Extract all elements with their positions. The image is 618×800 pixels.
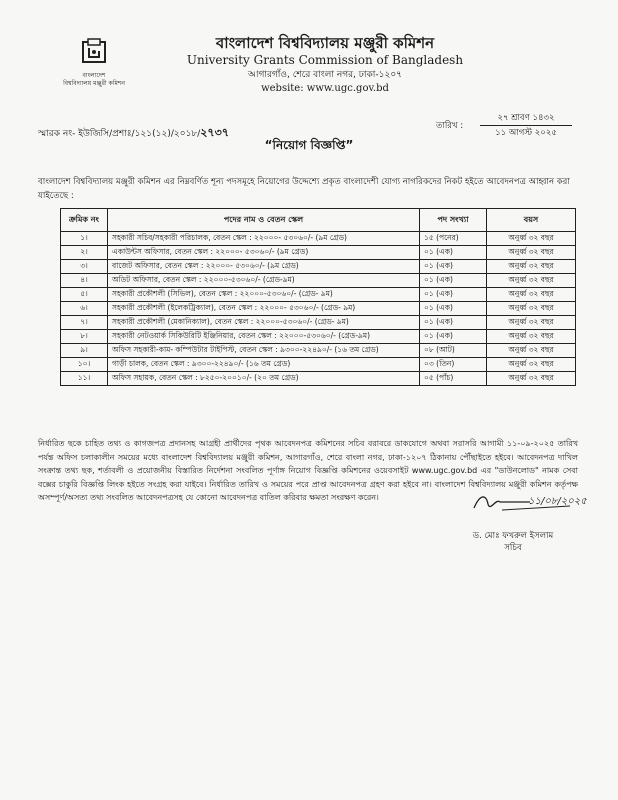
- row-count: ০৫ (পাঁচ): [420, 372, 487, 386]
- table-row: [61, 260, 576, 274]
- signature-date: ১১/০৮/২০২৫: [528, 496, 587, 507]
- table-row: [61, 316, 576, 330]
- date-divider: [480, 125, 572, 126]
- row-age: অনুর্ধ্ব ৩২ বছর: [487, 260, 576, 274]
- row-age: অনুর্ধ্ব ৩২ বছর: [487, 302, 576, 316]
- header-serial: ক্রমিক নং: [61, 209, 108, 232]
- row-count: ০১ (এক): [420, 274, 487, 288]
- ugc-logo-block: [44, 38, 144, 88]
- header-count: পদ সংখ্যা: [420, 209, 487, 232]
- date-label: তারিখ :: [436, 120, 464, 131]
- row-serial: ১১।: [61, 372, 108, 386]
- row-post: অডিট অফিসার, বেতন স্কেল : ২২০০০-৫৩০৬০/- (গ্রেড-৯ম): [108, 274, 420, 288]
- row-count: ০১ (এক): [420, 316, 487, 330]
- signatory-block: [448, 530, 578, 554]
- table-header-row: [61, 209, 576, 232]
- logo-label-line2: বিশ্ববিদ্যালয় মঞ্জুরী কমিশন: [63, 80, 125, 87]
- row-count: ১৫ (পনের): [420, 232, 487, 246]
- row-post: অফিস সহকারী-কাম- কম্পিউটার টাইপিস্ট, বেতন স্কেল : ৯৩০০-২২৪৯০/- (১৬ তম গ্রেড): [108, 344, 420, 358]
- table-row: [61, 358, 576, 372]
- header-post: পদের নাম ও বেতন স্কেল: [108, 209, 420, 232]
- row-age: অনুর্ধ্ব ৩২ বছর: [487, 288, 576, 302]
- row-age: অনুর্ধ্ব ৩২ বছর: [487, 274, 576, 288]
- row-serial: ৩।: [61, 260, 108, 274]
- row-age: অনুর্ধ্ব ৩২ বছর: [487, 246, 576, 260]
- table-row: [61, 288, 576, 302]
- table-row: [61, 344, 576, 358]
- org-name-english: University Grants Commission of Bangladesh: [186, 53, 464, 67]
- row-age: অনুর্ধ্ব ৩২ বছর: [487, 358, 576, 372]
- header-age: বয়স: [487, 209, 576, 232]
- row-post: অফিস সহায়ক, বেতন স্কেল : ৮২৫০-২০০১০/- (২০ তম গ্রেড): [108, 372, 420, 386]
- row-age: অনুর্ধ্ব ৩২ বছর: [487, 232, 576, 246]
- row-count: ০৮ (আট): [420, 344, 487, 358]
- table-row: [61, 330, 576, 344]
- org-address: আগারগাঁও, শেরে বাংলা নগর, ঢাকা-১২০৭: [247, 70, 403, 80]
- row-count: ০১ (এক): [420, 260, 487, 274]
- table-row: [61, 274, 576, 288]
- row-serial: ৮।: [61, 330, 108, 344]
- instructions-paragraph: নির্ধারিত ছকে চাহিত তথ্য ও কাগজপত্র প্রদানসহ আগ্রহী প্রার্থীদের পৃথক আবেদনপত্র কমিশনের সচিব বরাবরে ডাকযোগে অথবা সরাসরি আগামী ১১-০৯-২০২৫ তারিখ পর্যন্ত অফিস চলাকালীন সময়ের মধ্যে বাংলাদেশ বিশ্ববিদ্যালয় মঞ্জুরী কমিশন, আগারগাঁও, শেরে বাংলা নগর, ঢাকা-১২০৭ ঠিকানায় পৌঁছাইতে হইবে। আবেদনপত্র দাখিল সংক্রান্ত তথ্য ছক, শর্তাবলী ও প্রয়োজনীয় বিস্তারিত নির্দেশনা সংবলিত পূর্ণাঙ্গ নিয়োগ বিজ্ঞপ্তি কমিশনের ওয়েবসাইট www.ugc.gov.bd এর "ডাউনলোড" নামক সেবা বক্সের চাকুরি বিজ্ঞপ্তি লিংক হইতে সংগ্রহ করা যাইবে। নির্ধারিত তারিখ ও সময়ের পরে প্রাপ্ত আবেদনপত্র গ্রহণ করা হইবে না। বাংলাদেশ বিশ্ববিদ্যালয় মঞ্জুরী কমিশন কর্তৃপক্ষ অসম্পূর্ণ/অসত্য তথ্য সংবলিত আবেদনপত্রসহ যে কোনো আবেদনপত্র বাতিল করিবার ক্ষমতা সংরক্ষণ করেন।: [38, 439, 578, 502]
- row-post: সহকারী প্রকৌশলী (ইলেকট্রিক্যাল), বেতন স্কেল : ২২০০০- ৫৩০৬০/- (গ্রেড- ৯ম): [108, 302, 420, 316]
- date-bangla: ২৭ শ্রাবণ ১৪৩২: [497, 113, 555, 123]
- org-website: website: www.ugc.gov.bd: [261, 83, 389, 94]
- letterhead: [180, 33, 470, 95]
- row-post: সহকারী প্রকৌশলী (মেকানিক্যাল), বেতন স্কেল : ২২০০০-৫৩০৬০/- (গ্রেড- ৯ম): [108, 316, 420, 330]
- row-age: অনুর্ধ্ব ৩২ বছর: [487, 330, 576, 344]
- row-count: ০১ (এক): [420, 330, 487, 344]
- row-count: ০৩ (তিন): [420, 358, 487, 372]
- org-name-bangla: বাংলাদেশ বিশ্ববিদ্যালয় মঞ্জুরী কমিশন: [215, 34, 435, 52]
- row-post: বাজেট অফিসার, বেতন স্কেল : ২২০০০- ৫৩০৬০/- (৯ম গ্রেড): [108, 260, 420, 274]
- row-serial: ৪।: [61, 274, 108, 288]
- table-row: [61, 302, 576, 316]
- row-count: ০১ (এক): [420, 302, 487, 316]
- row-serial: ১।: [61, 232, 108, 246]
- row-age: অনুর্ধ্ব ৩২ বছর: [487, 316, 576, 330]
- row-serial: ২।: [61, 246, 108, 260]
- row-serial: ১০।: [61, 358, 108, 372]
- table-row: [61, 246, 576, 260]
- memo-date: [436, 112, 572, 139]
- row-serial: ৯।: [61, 344, 108, 358]
- signatory-name: ড. মোঃ ফখরুল ইসলাম: [472, 531, 554, 541]
- table-row: [61, 232, 576, 246]
- logo-label-line1: বাংলাদেশ: [82, 72, 106, 79]
- vacancy-table: [60, 208, 576, 386]
- notice-title: “নিয়োগ বিজ্ঞপ্তি”: [264, 138, 354, 152]
- row-age: অনুর্ধ্ব ৩২ বছর: [487, 372, 576, 386]
- table-row: [61, 372, 576, 386]
- ugc-logo-icon: [81, 38, 107, 64]
- memo-ref-prefix: স্মারক নং- ইউজিসি/প্রশাঃ/১২১(১২)/২০১৮/: [38, 129, 201, 139]
- signature-mark: [470, 488, 590, 518]
- row-count: ০১ (এক): [420, 288, 487, 302]
- row-post: একাউন্টস অফিসার, বেতন স্কেল : ২২০০০- ৫৩০৬০/- (৯ম গ্রেড): [108, 246, 420, 260]
- intro-paragraph: বাংলাদেশ বিশ্ববিদ্যালয় মঞ্জুরী কমিশন এর নিম্নবর্ণিত শূন্য পদসমূহে নিয়োগের উদ্দেশ্যে প্রকৃত বাংলাদেশী যোগ্য নাগরিকদের নিকট হইতে আবেদনপত্র আহ্বান করা যাইতেছে :: [38, 177, 570, 201]
- row-age: অনুর্ধ্ব ৩২ বছর: [487, 344, 576, 358]
- signatory-designation: সচিব: [504, 543, 522, 553]
- row-post: সহকারী প্রকৌশলী (সিভিল), বেতন স্কেল : ২২০০০-৫৩০৬০/- (গ্রেড- ৯ম): [108, 288, 420, 302]
- date-english: ১১ আগস্ট ২০২৫: [495, 128, 557, 138]
- row-serial: ৭।: [61, 316, 108, 330]
- memo-ref-number: ২৭৩৭: [200, 126, 229, 139]
- row-count: ০১ (এক): [420, 246, 487, 260]
- row-post: গাড়ী চালক, বেতন স্কেল : ৯৩০০-২২৪৯০/- (১৬ তম গ্রেড): [108, 358, 420, 372]
- row-post: সহকারী সচিব/সহকারী পরিচালক, বেতন স্কেল : ২২০০০- ৫৩০৬০/- (৯ম গ্রেড): [108, 232, 420, 246]
- row-serial: ৬।: [61, 302, 108, 316]
- row-post: সহকারী নেটওয়ার্ক সিকিউরিটি ইঞ্জিনিয়ার, বেতন স্কেল : ২২০০০-৫৩০৬০/- (গ্রেড-৯ম): [108, 330, 420, 344]
- row-serial: ৫।: [61, 288, 108, 302]
